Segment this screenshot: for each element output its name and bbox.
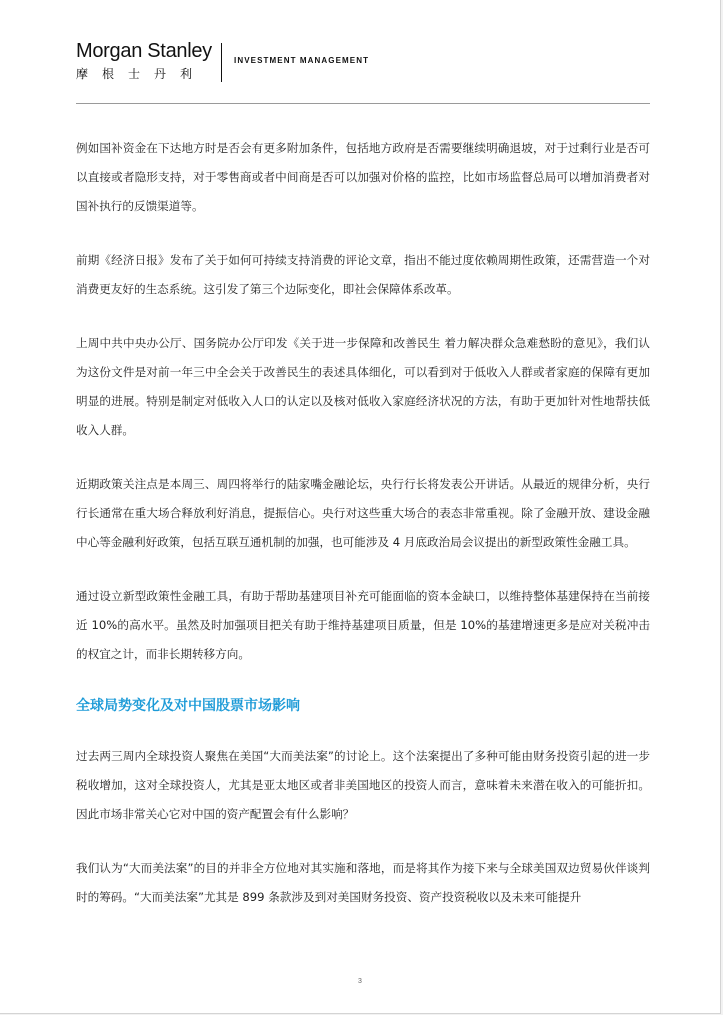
document-body (76, 134, 650, 937)
division-label: INVESTMENT MANAGEMENT (234, 56, 370, 65)
morgan-stanley-logo (76, 40, 221, 82)
header-divider (221, 43, 222, 82)
logo-brand-cn: 摩根士丹利 (76, 67, 207, 81)
page-header (76, 40, 650, 104)
paragraph: 上周中共中央办公厅、国务院办公厅印发《关于进一步保障和改善民生 着力解决群众急难愁盼的意见》，我们认为这份文件是对前一年三中全会关于改善民生的表述具体细化，可以看到对于低收入人群或者家庭的保障有更加明显的进展。特别是制定对低收入人口的认定以及核对低收入家庭经济状况的方法，有助于更加针对性地帮扶低收入人群。 (76, 336, 650, 437)
page-number: 3 (358, 978, 362, 985)
logo-brand-en: Morgan Stanley (76, 40, 212, 62)
paragraph: 近期政策关注点是本周三、周四将举行的陆家嘴金融论坛，央行行长将发表公开讲话。从最近的规律分析，央行行长通常在重大场合释放利好消息，提振信心。央行对这些重大场合的表态非常重视。除了金融开放、建设金融中心等金融利好政策，包括互联互通机制的加强，也可能涉及 4 月底政治局会议提出的新型政策性金融工具。 (76, 477, 650, 549)
paragraph: 通过设立新型政策性金融工具，有助于帮助基建项目补充可能面临的资本金缺口，以维持整体基建保持在当前接近 10%的高水平。虽然及时加强项目把关有助于维持基建项目质量，但是 10%的基建增速更多是应对关税冲击的权宜之计，而非长期转移方向。 (76, 589, 650, 661)
paragraph: 例如国补资金在下达地方时是否会有更多附加条件，包括地方政府是否需要继续明确退坡，对于过剩行业是否可以直接或者隐形支持，对于零售商或者中间商是否可以加强对价格的监控，比如市场监督总局可以增加消费者对国补执行的反馈渠道等。 (76, 141, 650, 213)
paragraph: 过去两三周内全球投资人聚焦在美国“大而美法案”的讨论上。这个法案提出了多种可能由财务投资引起的进一步税收增加，这对全球投资人，尤其是亚太地区或者非美国地区的投资人而言，意味着未来潜在收入的可能折扣。因此市场非常关心它对中国的资产配置会有什么影响？ (76, 749, 650, 821)
paragraph: 我们认为“大而美法案”的目的并非全方位地对其实施和落地，而是将其作为接下来与全球美国双边贸易伙伴谈判时的筹码。“大而美法案”尤其是 899 条款涉及到对美国财务投资、资产投资税收以及未来可能提升 (76, 861, 650, 904)
paragraph: 前期《经济日报》发布了关于如何可持续支持消费的评论文章，指出不能过度依赖周期性政策，还需营造一个对消费更友好的生态系统。这引发了第三个边际变化，即社会保障体系改革。 (76, 253, 650, 296)
header-rule (76, 103, 650, 104)
section-heading: 全球局势变化及对中国股票市场影响 (76, 698, 300, 714)
